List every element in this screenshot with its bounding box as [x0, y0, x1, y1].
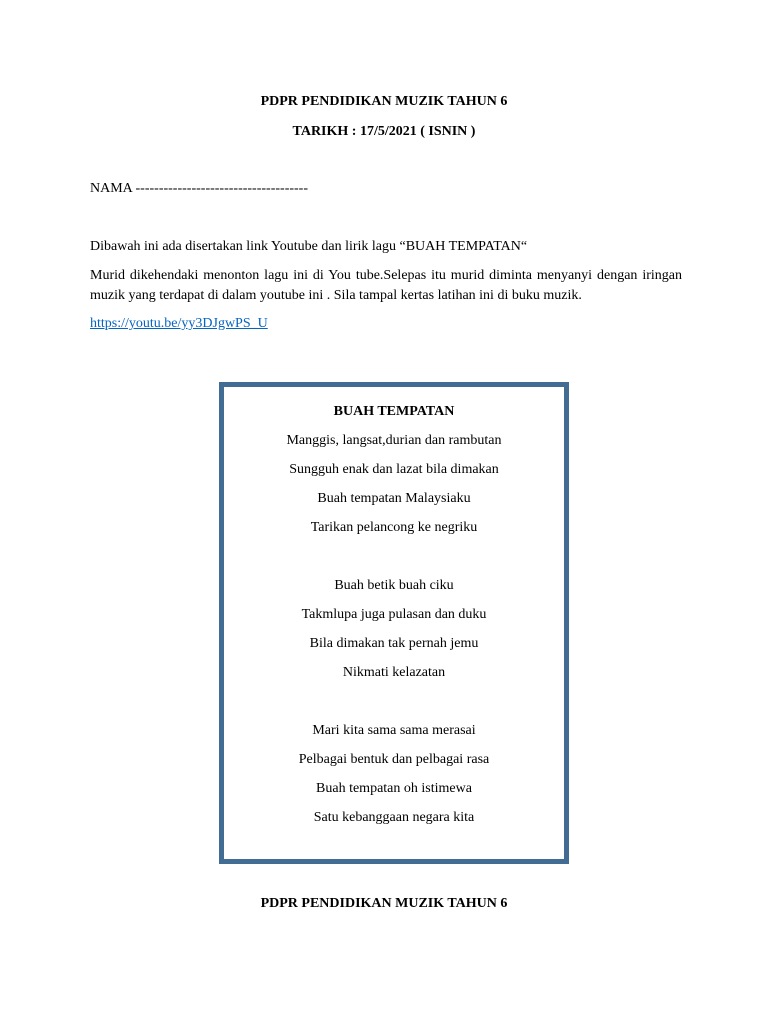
lyric-line: Buah tempatan oh istimewa [316, 781, 472, 796]
lyric-line: Sungguh enak dan lazat bila dimakan [289, 462, 499, 477]
lyric-line: Mari kita sama sama merasai [312, 723, 476, 738]
lyric-line: Buah betik buah ciku [334, 578, 454, 593]
lyric-line: Tarikan pelancong ke negriku [310, 520, 478, 535]
name-field-line: NAMA ------------------------------------- [90, 181, 309, 196]
instruction-text: Murid dikehendaki menonton lagu ini di You tube.Selepas itu murid diminta menyanyi dengan iringan muzik yang terdapat di dalam youtube ini . Sila tampal kertas latihan ini di buku muzik. [90, 268, 682, 303]
footer-title: PDPR PENDIDIKAN MUZIK TAHUN 6 [260, 896, 508, 911]
lyric-line: Pelbagai bentuk dan pelbagai rasa [298, 752, 490, 767]
lyric-line: Buah tempatan Malaysiaku [317, 491, 471, 506]
youtube-link[interactable]: https://youtu.be/yy3DJgwPS_U [90, 316, 268, 331]
song-title: BUAH TEMPATAN [333, 404, 455, 419]
lyric-line: Nikmati kelazatan [342, 665, 446, 680]
date-heading: TARIKH : 17/5/2021 ( ISNIN ) [292, 124, 476, 139]
lyric-line: Bila dimakan tak pernah jemu [309, 636, 479, 651]
lyric-line: Takmlupa juga pulasan dan duku [301, 607, 487, 622]
lyric-line: Manggis, langsat,durian dan rambutan [286, 433, 502, 448]
intro-text: Dibawah ini ada disertakan link Youtube dan lirik lagu “BUAH TEMPATAN“ [90, 239, 528, 254]
lyrics-box [219, 382, 569, 864]
lyric-line: Satu kebanggaan negara kita [313, 810, 475, 825]
page-title: PDPR PENDIDIKAN MUZIK TAHUN 6 [260, 94, 508, 109]
